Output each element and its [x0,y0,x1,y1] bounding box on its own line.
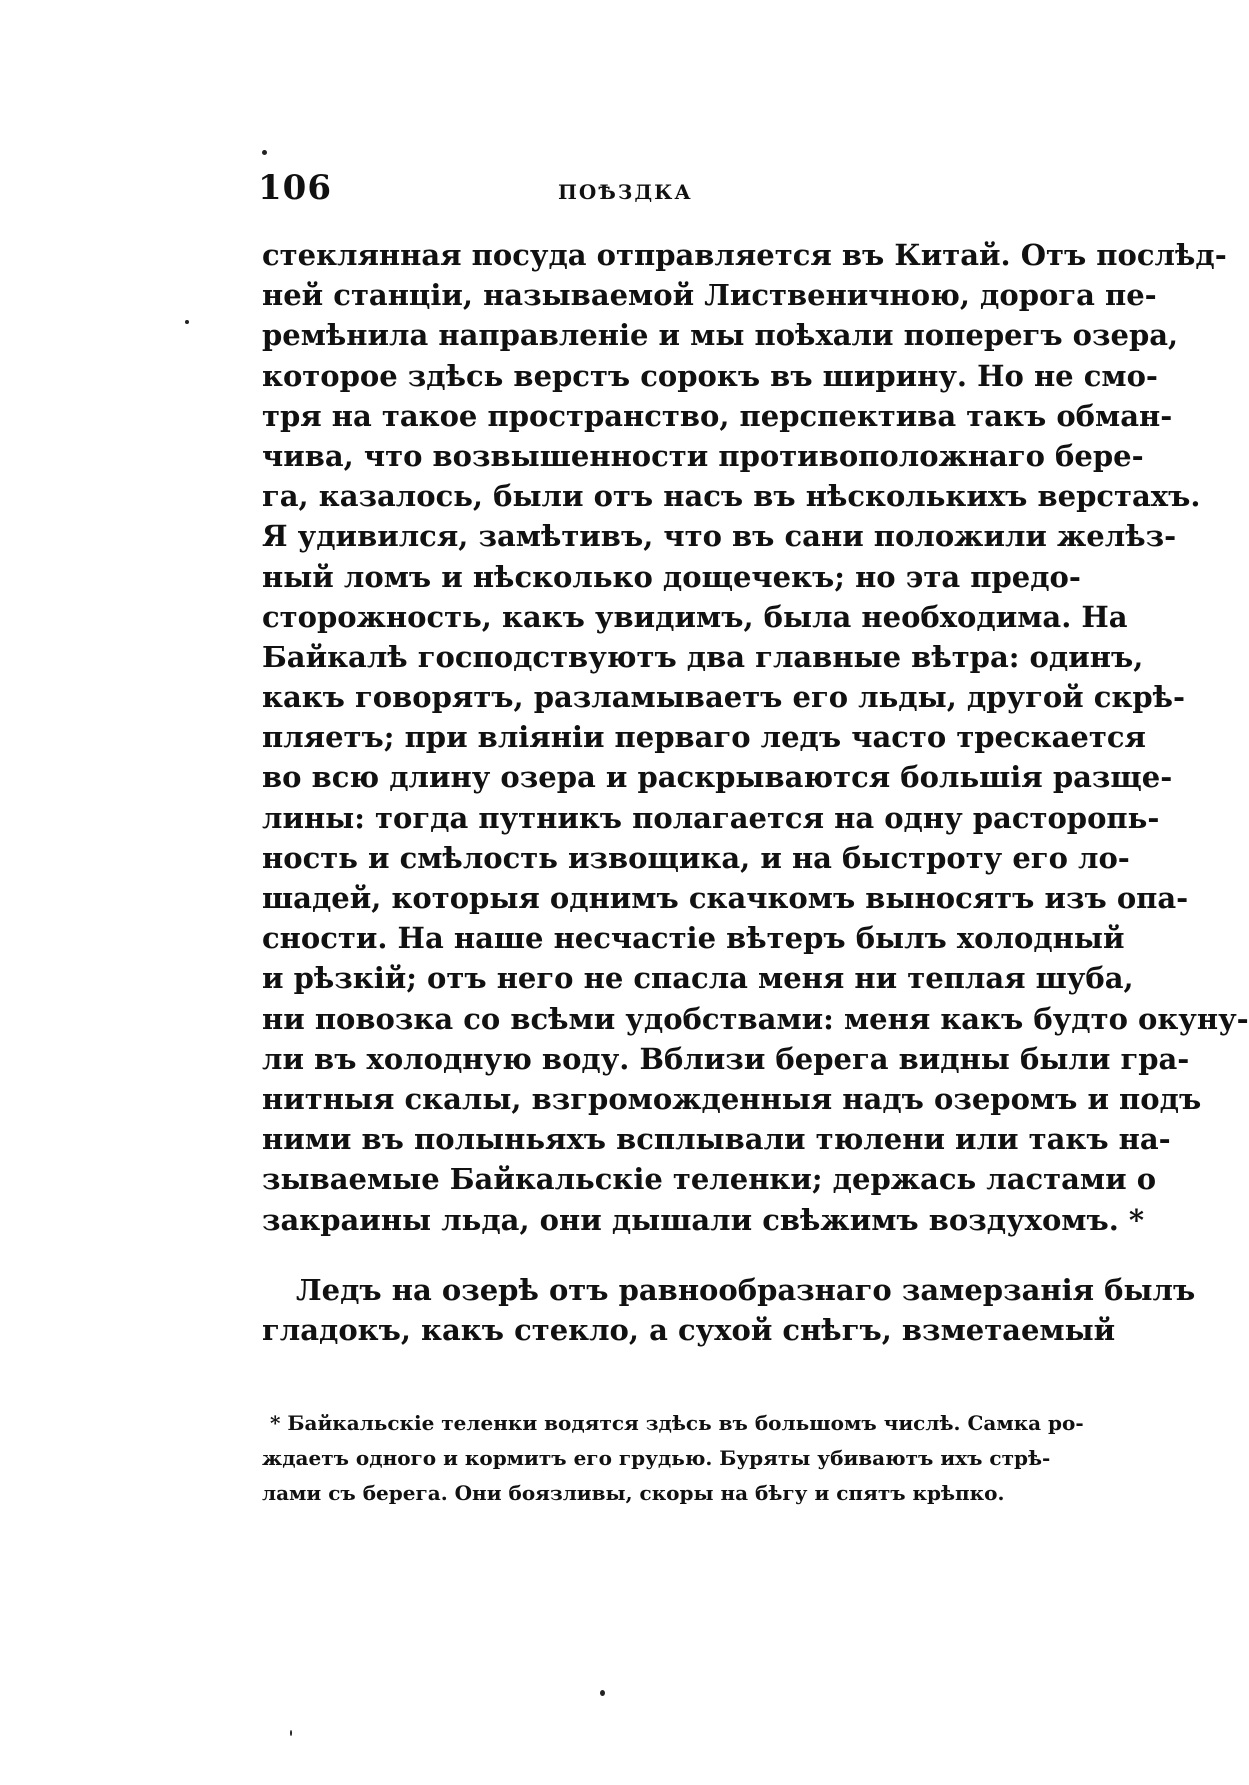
text-line: Байкалѣ господствуютъ два главные вѣтра: одинъ, [262,639,1144,674]
text-line: ни повозка со всѣми удобствами: меня какъ будто окуну- [262,1001,1249,1036]
text-line: ный ломъ и нѣсколько дощечекъ; но эта предо- [262,559,1081,594]
scan-speck [600,1690,605,1696]
footnote-line: ждаетъ одного и кормитъ его грудью. Буряты убиваютъ ихъ стрѣ- [262,1446,1051,1470]
text-line: шадей, которыя однимъ скачкомъ выносятъ изъ опа- [262,881,1189,915]
text-line: лины: тогда путникъ полагается на одну расторопь- [262,800,1160,835]
page-number: 106 [258,168,332,208]
text-line: Ледъ на озерѣ отъ равнообразнаго замерзанія былъ [296,1273,1196,1307]
text-line: и рѣзкій; отъ него не спасла меня ни теплая шуба, [262,961,1134,996]
text-line: ли въ холодную воду. Вблизи берега видны были гра- [262,1041,1190,1076]
text-line: какъ говорятъ, разламываетъ его льды, другой скрѣ- [262,680,1186,715]
text-line: ней станціи, называемой Лиственичною, дорога пе- [262,278,1157,313]
text-line: зываемые Байкальскіе теленки; держась ластами о [262,1162,1157,1197]
text-line: тря на такое пространство, перспектива такъ обман- [262,398,1173,433]
text-line: ремѣнила направленіе и мы поѣхали поперегъ озера, [262,318,1179,353]
running-title: ПОѢЗДКА [558,180,693,204]
footnote-line: лами съ берега. Они боязливы, скоры на бѣгу и спятъ крѣпко. [262,1481,1005,1505]
footnote-line: * Байкальскіе теленки водятся здѣсь въ большомъ числѣ. Самка ро- [270,1411,1084,1435]
text-line: закраины льда, они дышали свѣжимъ воздухомъ. * [262,1202,1145,1237]
text-line: ность и смѣлость извощика, и на быстроту его ло- [262,840,1130,875]
text-line: Я удивился, замѣтивъ, что въ сани положили желѣз- [262,519,1177,554]
text-line: нитныя скалы, взгроможденныя надъ озеромъ и подъ [262,1081,1202,1116]
footnote [262,1406,1084,1511]
page-header [258,168,1002,218]
text-line: гладокъ, какъ стекло, а сухой снѣгъ, взметаемый [262,1313,1116,1348]
text-line: га, казалось, были отъ насъ въ нѣсколькихъ верстахъ. [262,479,1201,514]
scan-speck [262,150,267,155]
text-line: чива, что возвышенности противоположнаго бере- [262,438,1144,473]
text-line: стеклянная посуда отправляется въ Китай. Отъ послѣд- [262,238,1227,272]
text-line: пляетъ; при вліяніи перваго ледъ часто трескается [262,720,1146,755]
text-line: сторожность, какъ увидимъ, была необходима. На [262,599,1128,634]
text-line: ними въ полыньяхъ всплывали тюлени или такъ на- [262,1122,1171,1157]
text-line: сности. На наше несчастіе вѣтеръ былъ холодный [262,921,1125,956]
scan-speck [290,1730,292,1736]
text-line: во всю длину озера и раскрываются большія разще- [262,760,1173,795]
scan-speck [185,320,189,324]
second-paragraph [262,1270,1196,1350]
text-line: которое здѣсь верстъ сорокъ въ ширину. Но не смо- [262,358,1158,393]
main-paragraph [262,235,1249,1240]
